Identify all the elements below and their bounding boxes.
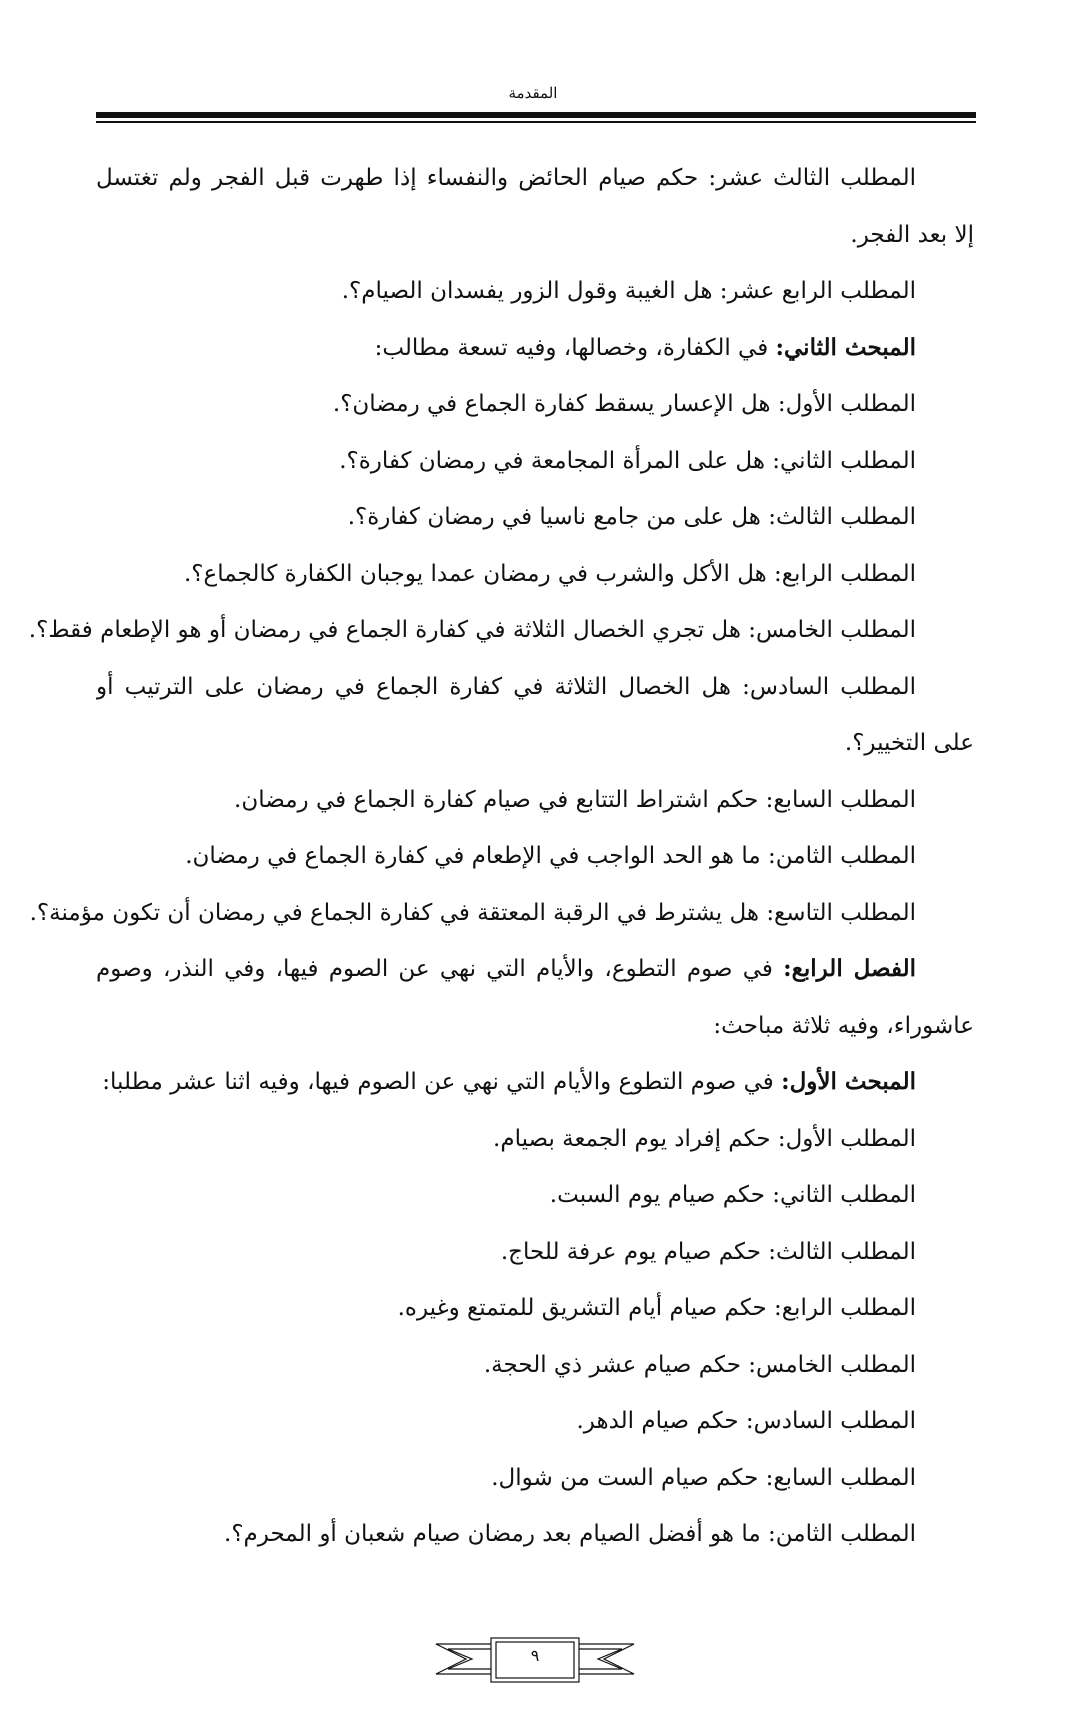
toc-line: المطلب الرابع: حكم صيام أيام التشريق للمتمتع وغيره. xyxy=(397,1295,916,1321)
header-rule-thick xyxy=(96,112,976,118)
toc-line: المطلب السادس: هل الخصال الثلاثة في كفارة الجماع في رمضان على الترتيب أو xyxy=(96,673,916,700)
toc-line: عاشوراء، وفيه ثلاثة مباحث: xyxy=(713,1012,974,1039)
page-number: ٩ xyxy=(530,1646,540,1665)
toc-line: المطلب السابع: حكم اشتراط التتابع في صيام كفارة الجماع في رمضان. xyxy=(234,786,916,813)
chapter-heading-text: في صوم التطوع، والأيام التي نهي عن الصوم فيها، وفي النذر، وصوم xyxy=(96,956,784,982)
page-number-ornament xyxy=(426,1632,644,1692)
chapter-heading-label: الفصل الرابع: xyxy=(783,955,916,982)
toc-line: المطلب الثاني: هل على المرأة المجامعة في رمضان كفارة؟. xyxy=(339,447,916,474)
toc-line: المطلب الثاني: حكم صيام يوم السبت. xyxy=(549,1182,916,1208)
table-of-contents-body xyxy=(28,150,974,1563)
toc-line: المطلب الثامن: ما هو الحد الواجب في الإطعام في كفارة الجماع في رمضان. xyxy=(185,843,916,869)
chapter-heading-line xyxy=(96,941,916,998)
toc-line: المطلب الثالث عشر: حكم صيام الحائض والنفساء إذا طهرت قبل الفجر ولم تغتسل xyxy=(96,165,916,191)
toc-line: المطلب الرابع عشر: هل الغيبة وقول الزور يفسدان الصيام؟. xyxy=(341,278,916,304)
toc-line: المطلب الثامن: ما هو أفضل الصيام بعد رمضان صيام شعبان أو المحرم؟. xyxy=(224,1521,916,1547)
toc-line: المطلب الأول: حكم إفراد يوم الجمعة بصيام. xyxy=(493,1125,916,1152)
toc-line: المطلب الثالث: هل على من جامع ناسيا في رمضان كفارة؟. xyxy=(347,504,916,530)
section-heading-text: في صوم التطوع والأيام التي نهي عن الصوم فيها، وفيه اثنا عشر مطلبا: xyxy=(102,1069,782,1095)
section-heading-line xyxy=(96,320,916,377)
section-heading-text: في الكفارة، وخصالها، وفيه تسعة مطالب: xyxy=(374,334,776,361)
toc-line: على التخيير؟. xyxy=(844,730,974,756)
toc-line: إلا بعد الفجر. xyxy=(850,221,974,248)
toc-line: المطلب الثالث: حكم صيام يوم عرفة للحاج. xyxy=(500,1238,916,1265)
toc-line: المطلب الخامس: هل تجري الخصال الثلاثة في كفارة الجماع في رمضان أو هو الإطعام فقط؟. xyxy=(28,617,916,643)
section-heading-label: المبحث الأول: xyxy=(781,1068,916,1095)
toc-line: المطلب الرابع: هل الأكل والشرب في رمضان عمدا يوجبان الكفارة كالجماع؟. xyxy=(183,560,916,587)
toc-line: المطلب السابع: حكم صيام الست من شوال. xyxy=(491,1464,916,1491)
running-title: المقدمة xyxy=(508,84,558,102)
toc-line: المطلب التاسع: هل يشترط في الرقبة المعتقة في كفارة الجماع في رمضان أن تكون مؤمنة؟. xyxy=(29,899,916,926)
section-heading-line xyxy=(96,1054,916,1111)
toc-line: المطلب السادس: حكم صيام الدهر. xyxy=(576,1408,916,1434)
section-heading-label: المبحث الثاني: xyxy=(775,333,916,361)
toc-line: المطلب الأول: هل الإعسار يسقط كفارة الجماع في رمضان؟. xyxy=(332,391,916,417)
toc-line: المطلب الخامس: حكم صيام عشر ذي الحجة. xyxy=(483,1351,916,1378)
header-rule-thin xyxy=(96,121,976,123)
